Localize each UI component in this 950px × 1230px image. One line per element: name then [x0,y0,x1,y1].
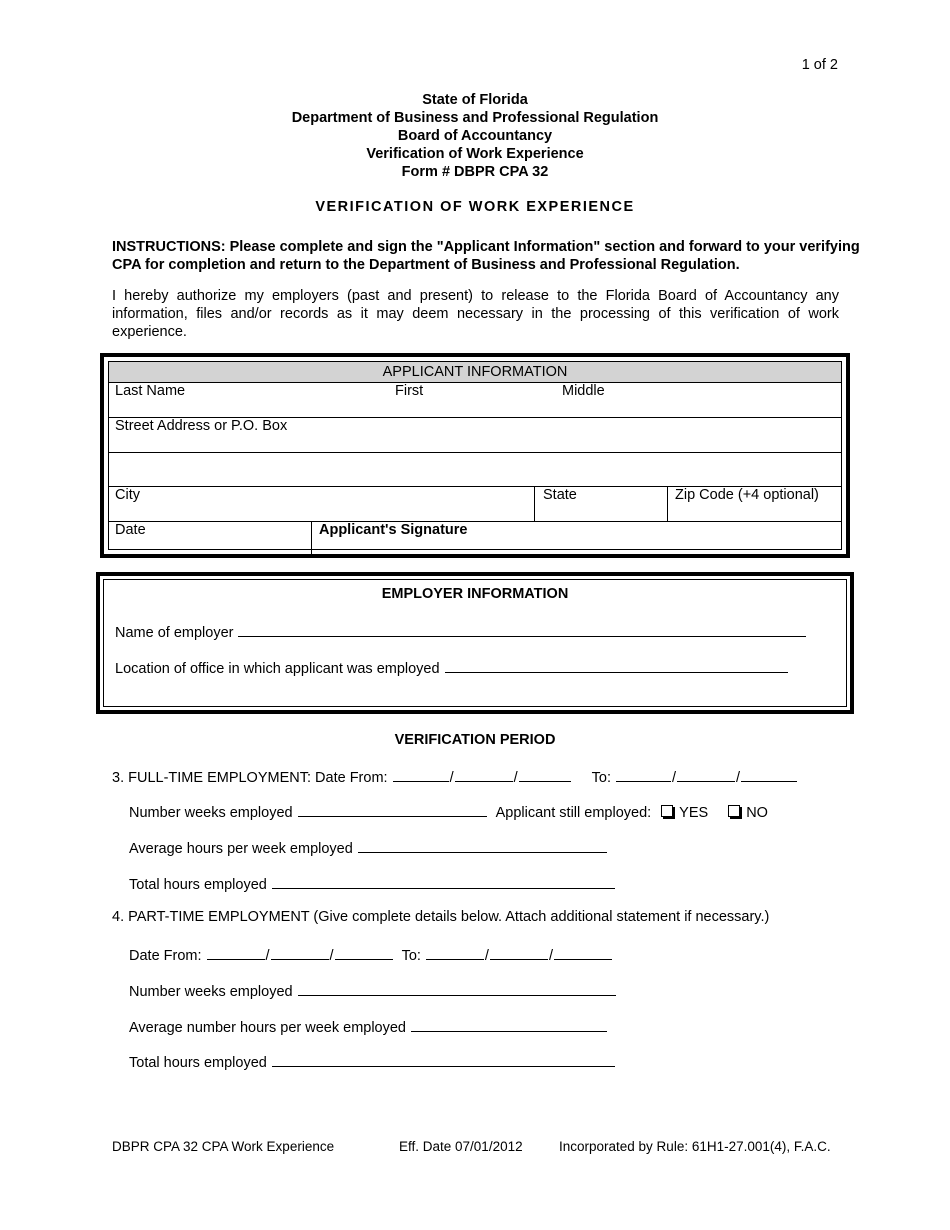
part-time-from-year[interactable] [335,945,393,960]
yes-label: YES [679,805,709,821]
full-time-to-month[interactable] [616,767,671,782]
part-time-heading: 4. PART-TIME EMPLOYMENT (Give complete details below. Attach additional statement if necessary.) [112,909,770,925]
date-separator: / [265,948,270,964]
street-address-field[interactable]: Street Address or P.O. Box [115,418,288,434]
part-time-avg-hours-input[interactable] [411,1017,607,1032]
date-separator: / [484,948,489,964]
full-time-avg-hours-input[interactable] [358,838,607,853]
part-time-from-day[interactable] [271,945,329,960]
part-time-to-day[interactable] [490,945,548,960]
part-time-to-label: To: [401,948,421,964]
full-time-dates-row [112,767,797,786]
header-form-name: Verification of Work Experience [366,146,584,162]
part-time-to-year[interactable] [554,945,612,960]
row-divider [109,452,841,453]
footer-rule: Incorporated by Rule: 61H1-27.001(4), F.A.C. [559,1139,831,1154]
date-separator: / [736,770,741,786]
part-time-from-label: Date From: [129,948,202,964]
part-time-from-month[interactable] [207,945,265,960]
part-time-avg-hours-label: Average number hours per week employed [129,1020,407,1036]
full-time-to-label: To: [591,770,611,786]
part-time-dates-row [129,945,612,964]
office-location-input[interactable] [445,658,788,673]
footer-form-name: DBPR CPA 32 CPA Work Experience [112,1139,335,1154]
employer-information-box [96,572,854,714]
last-name-field[interactable]: Last Name [115,383,186,399]
full-time-weeks-input[interactable] [298,802,487,817]
applicant-signature-field[interactable]: Applicant's Signature [319,522,468,538]
no-checkbox[interactable] [728,805,740,817]
header-state: State of Florida [422,92,528,108]
part-time-total-hours-row [129,1052,615,1071]
full-time-avg-hours-row [129,838,607,857]
applicant-information-box [100,353,850,558]
part-time-avg-hours-row [129,1017,607,1036]
part-time-to-month[interactable] [426,945,484,960]
full-time-from-year[interactable] [519,767,571,782]
full-time-total-hours-row [129,874,615,893]
date-field[interactable]: Date [115,522,146,538]
applicant-information-grid [108,361,842,550]
form-header [0,91,950,181]
full-time-to-year[interactable] [741,767,797,782]
no-label: NO [746,805,768,821]
state-field[interactable]: State [543,487,577,503]
middle-name-field[interactable]: Middle [562,383,605,399]
column-divider [667,486,668,521]
full-time-label: 3. FULL-TIME EMPLOYMENT: Date From: [112,770,388,786]
yes-checkbox[interactable] [661,805,673,817]
date-separator: / [671,770,676,786]
full-time-from-month[interactable] [393,767,449,782]
full-time-weeks-label: Number weeks employed [129,805,293,821]
header-form-number: Form # DBPR CPA 32 [401,164,549,180]
applicant-information-title: APPLICANT INFORMATION [109,362,841,383]
full-time-total-hours-input[interactable] [272,874,615,889]
footer-effective-date: Eff. Date 07/01/2012 [399,1139,523,1154]
date-separator: / [548,948,553,964]
verification-period-title: VERIFICATION PERIOD [394,732,556,748]
instructions: INSTRUCTIONS: Please complete and sign the "Applicant Information" section and forward to your verifying CPA for completion and return to the Department of Business and Professional Regulation. [112,239,860,273]
employer-name-row [115,622,806,641]
row-divider [109,521,841,522]
column-divider [534,486,535,521]
form-title: VERIFICATION OF WORK EXPERIENCE [315,199,635,215]
first-name-field[interactable]: First [395,383,424,399]
authorization-statement: I hereby authorize my employers (past and present) to release to the Florida Board of Accountancy any information, files and/or records as it may deem necessary in the processing of this verification of work experience. [112,288,839,340]
date-separator: / [449,770,454,786]
part-time-total-hours-label: Total hours employed [129,1055,267,1071]
header-department: Department of Business and Professional Regulation [291,110,659,126]
full-time-weeks-row [129,802,768,821]
full-time-avg-hours-label: Average hours per week employed [129,841,353,857]
still-employed-label: Applicant still employed: [495,805,652,821]
zip-code-field[interactable]: Zip Code (+4 optional) [675,487,819,503]
full-time-to-day[interactable] [677,767,735,782]
city-field[interactable]: City [115,487,140,503]
date-separator: / [513,770,518,786]
employer-name-label: Name of employer [115,625,234,641]
employer-information-title: EMPLOYER INFORMATION [381,586,569,602]
date-separator: / [329,948,334,964]
part-time-weeks-row [129,981,616,1000]
page-number: 1 of 2 [801,57,838,73]
office-location-label: Location of office in which applicant was employed [115,661,440,677]
header-board: Board of Accountancy [397,128,553,144]
column-divider [311,521,312,557]
part-time-weeks-input[interactable] [298,981,616,996]
full-time-total-hours-label: Total hours employed [129,877,267,893]
part-time-weeks-label: Number weeks employed [129,984,293,1000]
employer-information-inner [103,579,847,707]
full-time-from-day[interactable] [455,767,513,782]
office-location-row [115,658,788,677]
part-time-total-hours-input[interactable] [272,1052,615,1067]
employer-name-input[interactable] [238,622,806,637]
